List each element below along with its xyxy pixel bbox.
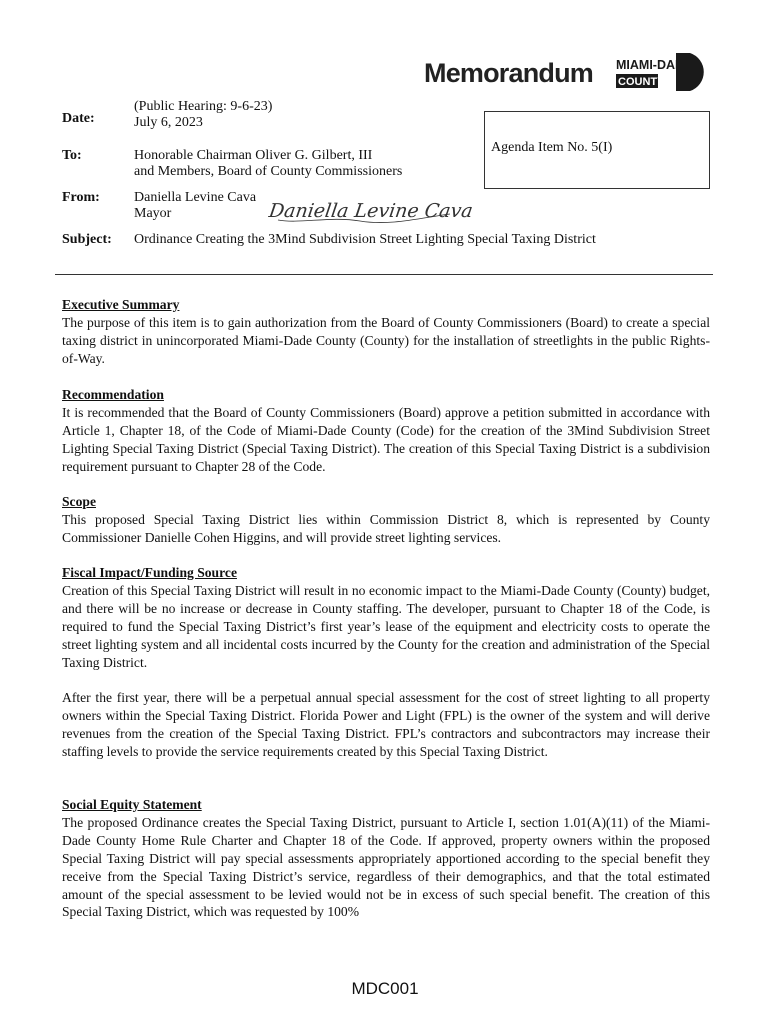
from-line-2: Mayor (134, 206, 172, 221)
subject-value: Ordinance Creating the 3Mind Subdivision Street Lighting Special Taxing District (134, 232, 596, 247)
from-line-1: Daniella Levine Cava (134, 190, 257, 205)
recommendation-heading: Recommendation (62, 387, 164, 402)
logo-text-line1: MIAMI-DADE (616, 58, 693, 72)
fiscal-impact-heading: Fiscal Impact/Funding Source (62, 565, 237, 580)
recommendation-body: It is recommended that the Board of County Commissioners (Board) approve a petition submitted in accordance with Article 1, Chapter 18, of the Code of Miami-Dade County (Code) for the creation of the 3Mind Subdivision Street Lighting Special Taxing District (Special Taxing District). The creation of this Special Taxing District is a subdivision requirement pursuant to Chapter 28 of the Code. (62, 404, 710, 474)
miami-dade-county-logo (614, 50, 710, 94)
signature (267, 190, 475, 226)
from-label: From: (62, 190, 100, 205)
to-line-1: Honorable Chairman Oliver G. Gilbert, III (134, 148, 373, 163)
social-equity-body: The proposed Ordinance creates the Special Taxing District, pursuant to Article I, section 1.01(A)(11) of the Miami-Dade County Home Rule Charter and Chapter 18 of the Code. If approved, property owners within the proposed Special Taxing District will pay special assessments appropriately apportioned according to the special benefit they receive from the Special Taxing District’s service, regardless of their demographics, and that the total estimated amount of the special assessment to be levied would not be in excess of such special benefit. The creation of this Special Taxing District, which was requested by 100% (62, 814, 710, 920)
document-code: MDC001 (351, 979, 419, 998)
scope-heading: Scope (62, 494, 96, 509)
header-divider (55, 274, 713, 275)
section-fiscal-impact (62, 564, 710, 671)
fiscal-impact-body-1: Creation of this Special Taxing District will result in no economic impact to the Miami-Dade County (County) budget, and there will be no increase or decrease in County staffing. The developer, pursuant to Chapter 18 of the Code, is required to fund the Special Taxing District’s first year’s lease of the equipment and electricity costs to operate the street lighting system and all incidental costs incurred by the County for the creation and administration of the Special Taxing District. (62, 582, 710, 670)
executive-summary-body: The purpose of this item is to gain authorization from the Board of County Commissioners (Board) to create a special taxing district in unincorporated Miami-Dade County (County) for the installation of streetlights in the public Rights-of-Way. (62, 314, 710, 366)
fiscal-impact-body-2: After the first year, there will be a perpetual annual special assessment for the cost of street lighting to all property owners within the Special Taxing District. Florida Power and Light (FPL) is the owner of the system and will derive revenues from the creation of the Special Taxing District. FPL’s contractors and subcontractors may increase their staffing levels to provide the service requirements created by this Special Taxing District. (62, 690, 710, 759)
executive-summary-heading: Executive Summary (62, 297, 180, 312)
section-executive-summary (62, 296, 710, 368)
subject-label: Subject: (62, 232, 112, 247)
agenda-item-number: Agenda Item No. 5(I) (491, 140, 613, 155)
section-scope (62, 493, 710, 547)
social-equity-heading: Social Equity Statement (62, 797, 202, 812)
to-line-2: and Members, Board of County Commissioners (134, 164, 403, 179)
date-note: (Public Hearing: 9-6-23) (134, 99, 273, 114)
scope-body: This proposed Special Taxing District lies within Commission District 8, which is represented by County Commissioner Danielle Cohen Higgins, and will provide street lighting services. (62, 511, 710, 545)
memo-title: Memorandum (424, 58, 594, 88)
date-value: July 6, 2023 (134, 115, 203, 130)
signature-script: Daniella Levine Cava (267, 199, 475, 222)
logo-text-line2: COUNTY (618, 76, 665, 88)
section-fiscal-impact-continued (62, 689, 710, 761)
date-label: Date: (62, 111, 95, 126)
section-recommendation (62, 386, 710, 476)
section-social-equity (62, 796, 710, 921)
to-label: To: (62, 148, 82, 163)
